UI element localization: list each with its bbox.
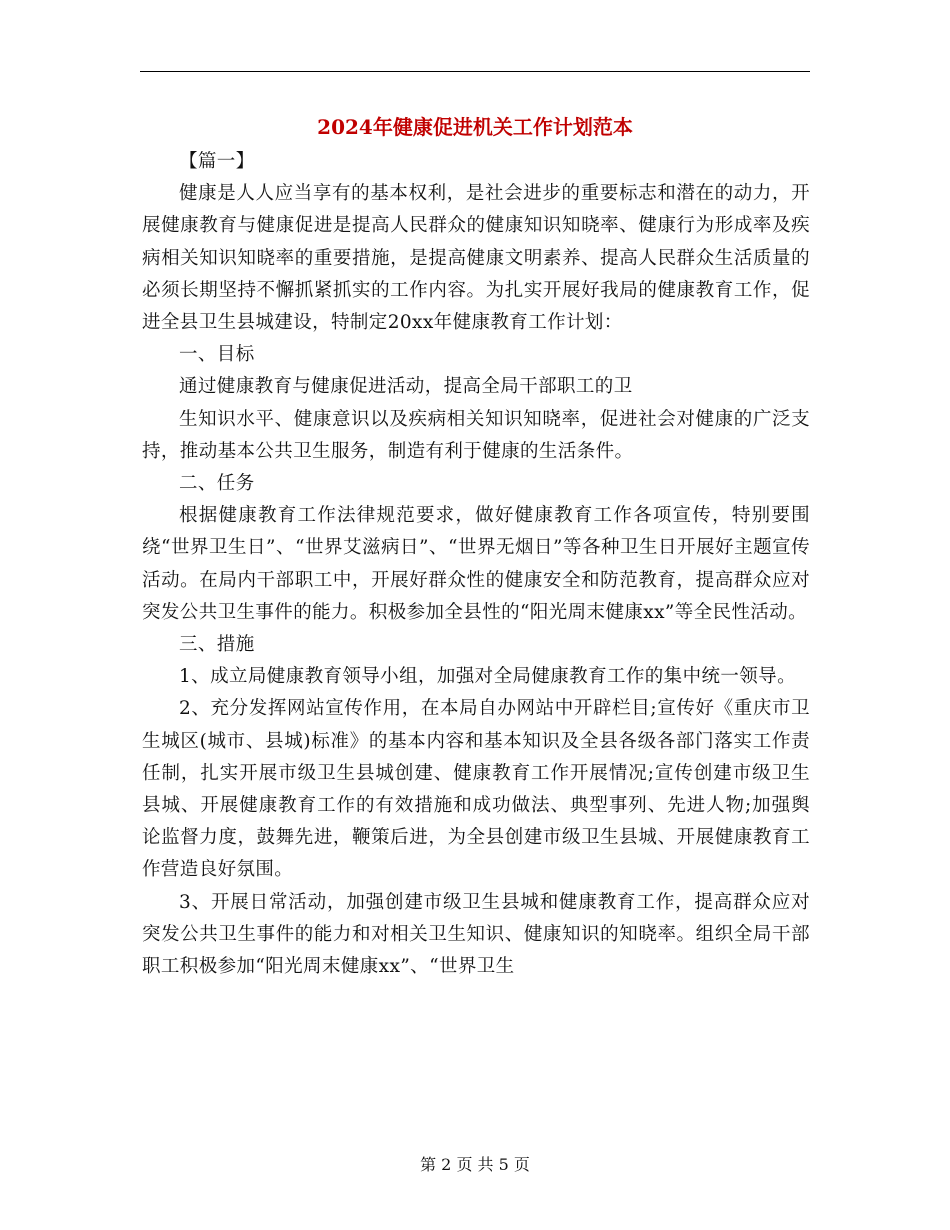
goals-paragraph-start: 通过健康教育与健康促进活动，提高全局干部职工的卫 [179, 376, 633, 398]
section-label: 【篇一】 [179, 151, 255, 172]
heading-goals: 一、目标 [179, 344, 255, 366]
heading-tasks: 二、任务 [179, 473, 255, 495]
heading-measures: 三、措施 [179, 634, 255, 656]
document-body [142, 146, 810, 983]
intro-paragraph: 健康是人人应当享有的基本权利，是社会进步的重要标志和潜在的动力，开展健康教育与健康促进是提高人民群众的健康知识知晓率、健康行为形成率及疾病相关知识知晓率的重要措施，是提高健康文明素养、提高人民群众生活质量的必须长期坚持不懈抓紧抓实的工作内容。为扎实开展好我局的健康教育工作，促进全县卫生县城建设，特制定20xx年健康教育工作计划： [142, 183, 810, 334]
measure-item-2: 2、充分发挥网站宣传作用，在本局自办网站中开辟栏目;宣传好《重庆市卫生城区(城市、县城)标准》的基本内容和基本知识及全县各级各部门落实工作责任制，扎实开展市级卫生县城创建、健康教育工作开展情况;宣传创建市级卫生县城、开展健康教育工作的有效措施和成功做法、典型事列、先进人物;加强舆论监督力度，鼓舞先进，鞭策后进，为全县创建市级卫生县城、开展健康教育工作营造良好氛围。 [142, 698, 810, 881]
measure-item-1: 1、成立局健康教育领导小组，加强对全局健康教育工作的集中统一领导。 [179, 666, 796, 688]
goals-paragraph-continued: 生知识水平、健康意识以及疾病相关知识知晓率，促进社会对健康的广泛支持，推动基本公共卫生服务，制造有利于健康的生活条件。 [142, 408, 810, 462]
page-indicator: 第 2 页 共 5 页 [420, 1155, 530, 1174]
tasks-paragraph: 根据健康教育工作法律规范要求，做好健康教育工作各项宣传，特别要围绕“世界卫生日”、“世界艾滋病日”、“世界无烟日”等各种卫生日开展好主题宣传活动。在局内干部职工中，开展好群众性的健康安全和防范教育，提高群众应对突发公共卫生事件的能力。积极参加全县性的“阳光周末健康xx”等全民性活动。 [142, 505, 810, 623]
measure-item-3: 3、开展日常活动，加强创建市级卫生县城和健康教育工作，提高群众应对突发公共卫生事件的能力和对相关卫生知识、健康知识的知晓率。组织全局干部职工积极参加“阳光周末健康xx”、“世界卫生 [142, 891, 810, 978]
header-rule [140, 71, 810, 72]
document-title: 2024年健康促进机关工作计划范本 [317, 115, 633, 139]
